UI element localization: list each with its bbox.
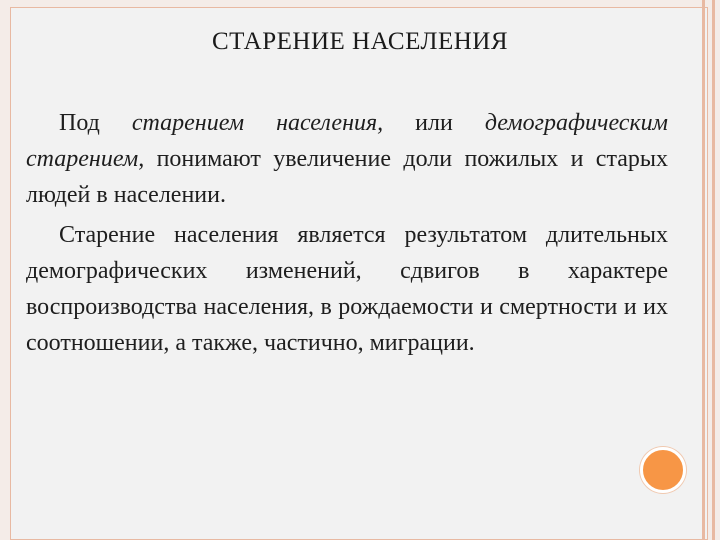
- decorative-stripe-right: [712, 0, 715, 540]
- paragraph1-part3: понимают увеличение доли пожилых и старых людей в населении.: [26, 146, 668, 208]
- paragraph1-part2: или: [383, 110, 485, 136]
- paragraph1-part1: Под: [59, 110, 132, 136]
- slide-title: СТАРЕНИЕ НАСЕЛЕНИЯ: [211, 28, 509, 55]
- paragraph-causes: Старение населения является результатом длительных демографических изменений, сдвигов в характере воспроизводства населения, в рождаемости и смертности и их соотношении, а также, частично, миграции.: [26, 222, 668, 356]
- slide-body: [26, 105, 668, 361]
- paragraph-definition: [26, 105, 668, 213]
- decorative-circle-icon: [640, 447, 686, 493]
- term-population-aging: старением населения,: [131, 110, 384, 136]
- term-demographic-aging: демографическим старением,: [26, 110, 668, 172]
- decorative-stripe-left: [702, 0, 705, 540]
